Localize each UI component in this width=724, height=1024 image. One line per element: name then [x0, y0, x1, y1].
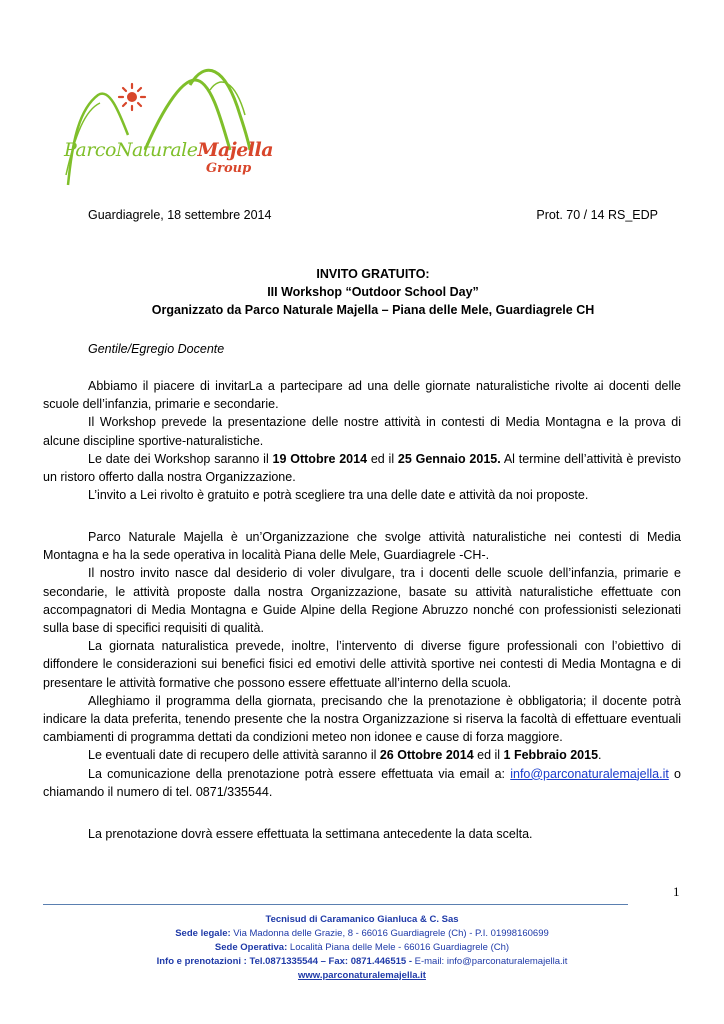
invitation-title: [88, 265, 658, 319]
website-link[interactable]: www.parconaturalemajella.it: [298, 970, 426, 981]
footer-company: Tecnisud di Caramanico Gianluca & C. Sas: [265, 914, 459, 925]
title-line-3: Organizzato da Parco Naturale Majella – Piana delle Mele, Guardiagrele CH: [151, 303, 595, 317]
page-number: 1: [673, 884, 680, 899]
email-link[interactable]: info@parconaturalemajella.it: [510, 766, 669, 781]
footer: [43, 913, 681, 983]
title-line-2: III Workshop “Outdoor School Day”: [267, 285, 479, 299]
footer-operative: Sede Operativa: Località Piana delle Mele - 66016 Guardiagrele (Ch): [214, 942, 510, 953]
protocol-number: Prot. 70 / 14 RS_EDP: [536, 208, 658, 222]
paragraph-recovery-dates: Le eventuali date di recupero delle attività saranno il 26 Ottobre 2014 ed il 1 Febbraio 2015.: [88, 748, 602, 763]
invitation-block: [43, 377, 681, 504]
paragraph-dates: Le date dei Workshop saranno il 19 Ottobre 2014 ed il 25 Gennaio 2015. Al termine dell’attività è previsto un ristoro offerto dalla nostra Organizzazione.: [43, 451, 681, 485]
paragraph: L’invito a Lei rivolto è gratuito e potrà scegliere tra una delle date e attività da noi proposte.: [88, 488, 589, 503]
date-2: 25 Gennaio 2015.: [397, 451, 501, 466]
paragraph: Alleghiamo il programma della giornata, precisando che la prenotazione è obbligatoria; il docente potrà indicare la data preferita, tenendo presente che la nostra Organizzazione si riserva la facoltà di effettuare eventuali cambiamenti di programma dettati da condizioni meteo non idonee e cause di forza maggiore.: [43, 693, 681, 745]
footer-divider: [43, 904, 628, 905]
footer-legal: Sede legale: Via Madonna delle Grazie, 8 - 66016 Guardiagrele (Ch) - P.I. 01998160699: [175, 928, 549, 939]
paragraph: La giornata naturalistica prevede, inoltre, l’intervento di diverse figure professionali con l’obiettivo di diffondere le considerazioni sui benefici fisici ed emotivi delle attività sportive nei contesti di Media Montagna e di presentare le attività formative che possono essere effettuate all’interno della scuola.: [43, 639, 681, 690]
paragraph: Il nostro invito nasce dal desiderio di voler divulgare, tra i docenti delle scuole dell’infanzia, primarie e secondarie, le attività proposte dalla nostra Organizzazione, basate su attività naturalistiche effettuate con accompagnatori di Media Montagna e Guide Alpine della Regione Abruzzo nonché con professionisti selezionati sulla base di specifici requisiti di qualità.: [43, 566, 681, 636]
header-line: [88, 208, 658, 222]
footer-info: Info e prenotazioni : Tel.0871335544 – Fax: 0871.446515 - E-mail: info@parconaturalemajella.it: [156, 956, 568, 967]
paragraph: Il Workshop prevede la presentazione delle nostre attività in contesti di Media Montagna e la prova di alcune discipline sportive-naturalistiche.: [43, 415, 681, 448]
greeting: Gentile/Egregio Docente: [88, 342, 225, 356]
paragraph-contact: La comunicazione della prenotazione potrà essere effettuata via email a: info@parconaturalemajella.it o chiamando il numero di tel. 0871/335544.: [43, 766, 681, 799]
date-1: 19 Ottobre 2014: [272, 451, 368, 466]
paragraph: Parco Naturale Majella è un’Organizzazione che svolge attività naturalistiche nei contesti di Media Montagna e ha la sede operativa in località Piana delle Mele, Guardiagrele -CH-.: [43, 530, 681, 563]
logo-text: ParcoNaturaleMajella: [64, 139, 274, 161]
sun-icon: [119, 84, 145, 110]
logo-group-text: Group: [206, 161, 252, 176]
organization-block: [43, 528, 681, 801]
paragraph: Abbiamo il piacere di invitarLa a partecipare ad una delle giornate naturalistiche rivolte ai docenti delle scuole dell’infanzia, primarie e secondarie.: [43, 379, 681, 412]
title-line-1: INVITO GRATUITO:: [316, 267, 430, 281]
recovery-date-1: 26 Ottobre 2014: [379, 748, 474, 763]
place-date: Guardiagrele, 18 settembre 2014: [88, 208, 272, 222]
parco-majella-logo: [50, 55, 280, 190]
final-note: La prenotazione dovrà essere effettuata la settimana antecedente la data scelta.: [88, 827, 533, 841]
recovery-date-2: 1 Febbraio 2015: [503, 748, 599, 763]
